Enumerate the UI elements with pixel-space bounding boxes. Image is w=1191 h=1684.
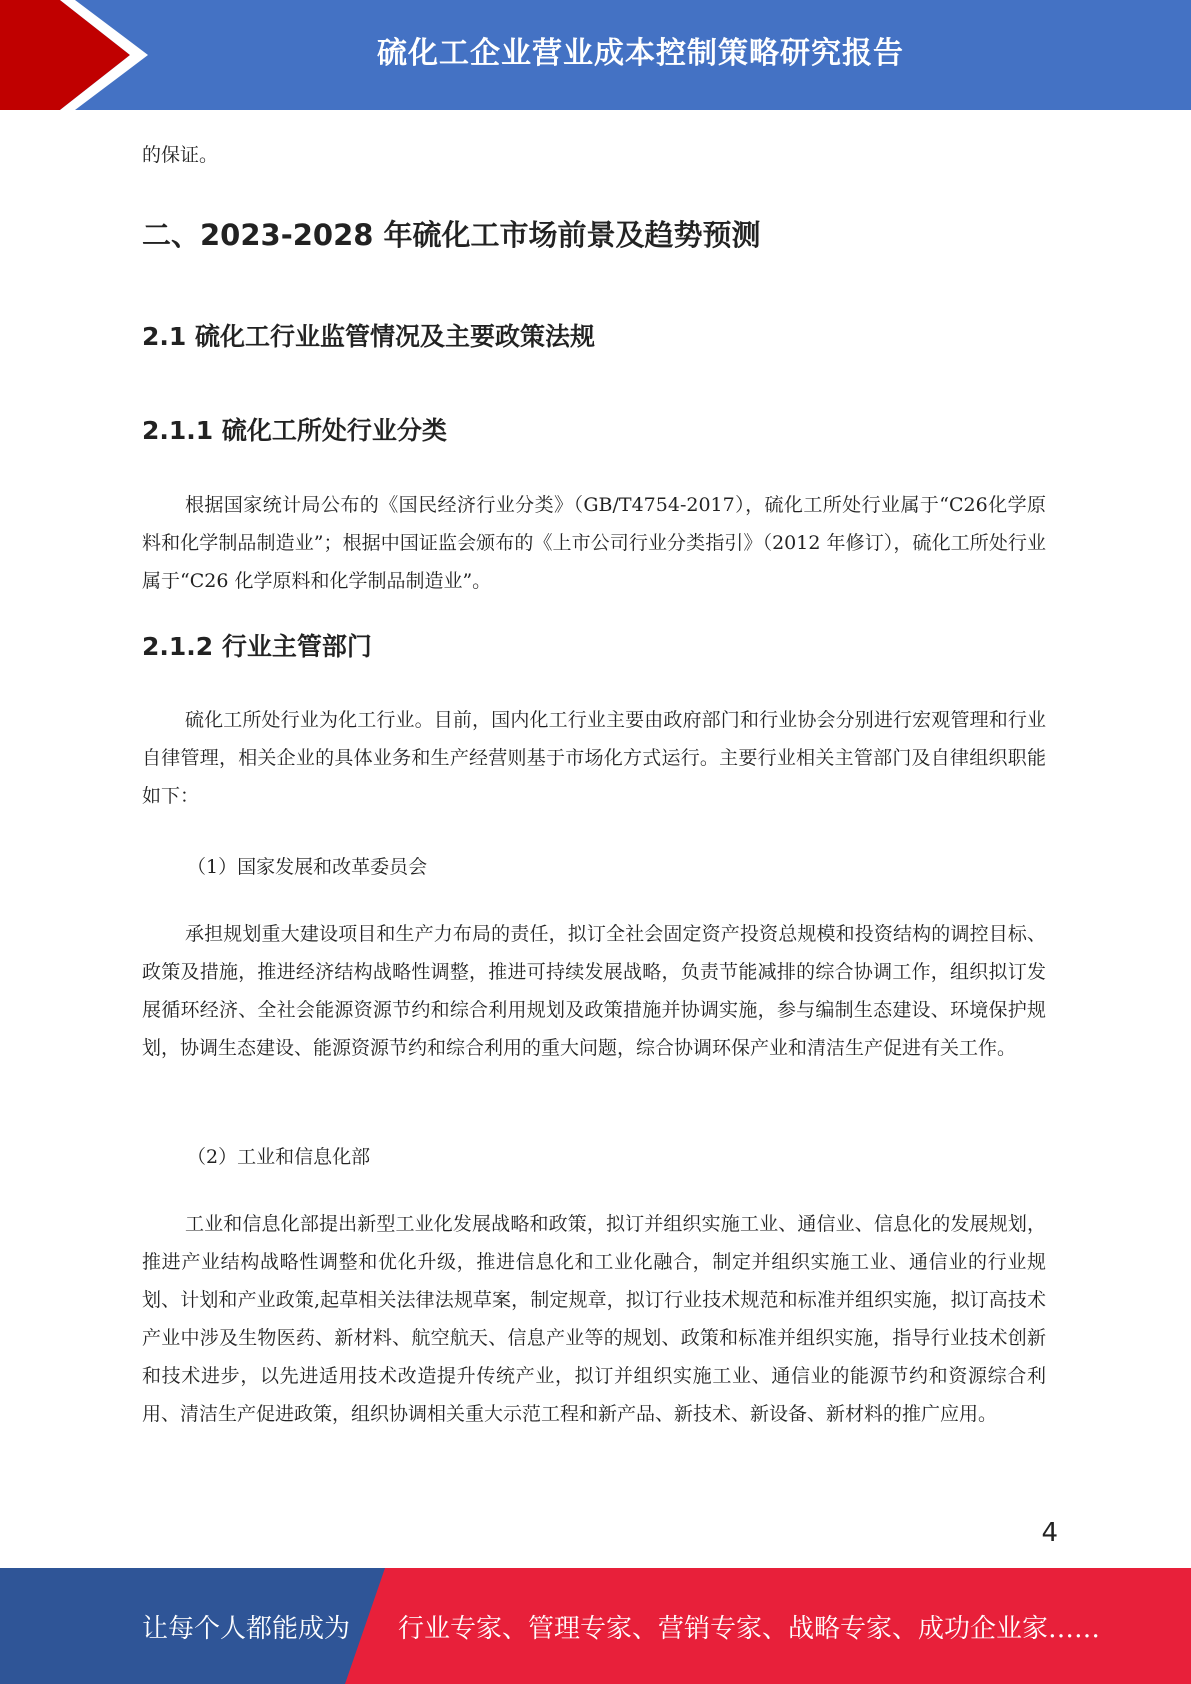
subsection-heading-2-1-2: 2.1.2 行业主管部门 xyxy=(142,632,372,661)
section-heading-2: 二、2023-2028 年硫化工市场前景及趋势预测 xyxy=(142,218,761,252)
page-footer xyxy=(0,1568,1191,1684)
paragraph-miit-duties: 工业和信息化部提出新型工业化发展战略和政策，拟订并组织实施工业、通信业、信息化的发展规划，推进产业结构战略性调整和优化升级，推进信息化和工业化融合，制定并组织实施工业、通信业的行业规划、计划和产业政策,起草相关法律法规草案，制定规章，拟订行业技术规范和标准并组织实施，拟订高技术产业中涉及生物医药、新材料、航空航天、信息产业等的规划、政策和标准并组织实施，指导行业技术创新和技术进步，以先进适用技术改造提升传统产业，拟订并组织实施工业、通信业的能源节约和资源综合利用、清洁生产促进政策，组织协调相关重大示范工程和新产品、新技术、新设备、新材料的推广应用。 xyxy=(142,1213,1046,1425)
paragraph-ndrc-duties: 承担规划重大建设项目和生产力布局的责任，拟订全社会固定资产投资总规模和投资结构的调控目标、政策及措施，推进经济结构战略性调整，推进可持续发展战略，负责节能减排的综合协调工作，组织拟订发展循环经济、全社会能源资源节约和综合利用规划及政策措施并协调实施，参与编制生态建设、环境保护规划，协调生态建设、能源资源节约和综合利用的重大问题，综合协调环保产业和清洁生产促进有关工作。 xyxy=(142,923,1046,1059)
list-item-ndrc: （1）国家发展和改革委员会 xyxy=(187,856,428,878)
report-title: 硫化工企业营业成本控制策略研究报告 xyxy=(377,36,904,71)
list-item-miit: （2）工业和信息化部 xyxy=(187,1146,371,1168)
footer-slogan-left: 让每个人都能成为 xyxy=(142,1613,351,1644)
subsection-heading-2-1-1: 2.1.1 硫化工所处行业分类 xyxy=(142,416,447,445)
paragraph-industry-classification: 根据国家统计局公布的《国民经济行业分类》（GB/T4754-2017），硫化工所处行业属于“C26化学原料和化学制品制造业”；根据中国证监会颁布的《上市公司行业分类指引》（2012 年修订），硫化工所处行业属于“C26 化学原料和化学制品制造业”。 xyxy=(142,494,1046,592)
page-header xyxy=(0,0,1191,110)
continuation-text: 的保证。 xyxy=(142,144,219,166)
paragraph-competent-departments: 硫化工所处行业为化工行业。目前，国内化工行业主要由政府部门和行业协会分别进行宏观管理和行业自律管理，相关企业的具体业务和生产经营则基于市场化方式运行。主要行业相关主管部门及自律组织职能如下： xyxy=(142,709,1046,807)
subsection-heading-2-1: 2.1 硫化工行业监管情况及主要政策法规 xyxy=(142,322,595,351)
page-number: 4 xyxy=(1041,1518,1058,1548)
footer-slogan-right: 行业专家、管理专家、营销专家、战略专家、成功企业家…… xyxy=(398,1613,1101,1644)
